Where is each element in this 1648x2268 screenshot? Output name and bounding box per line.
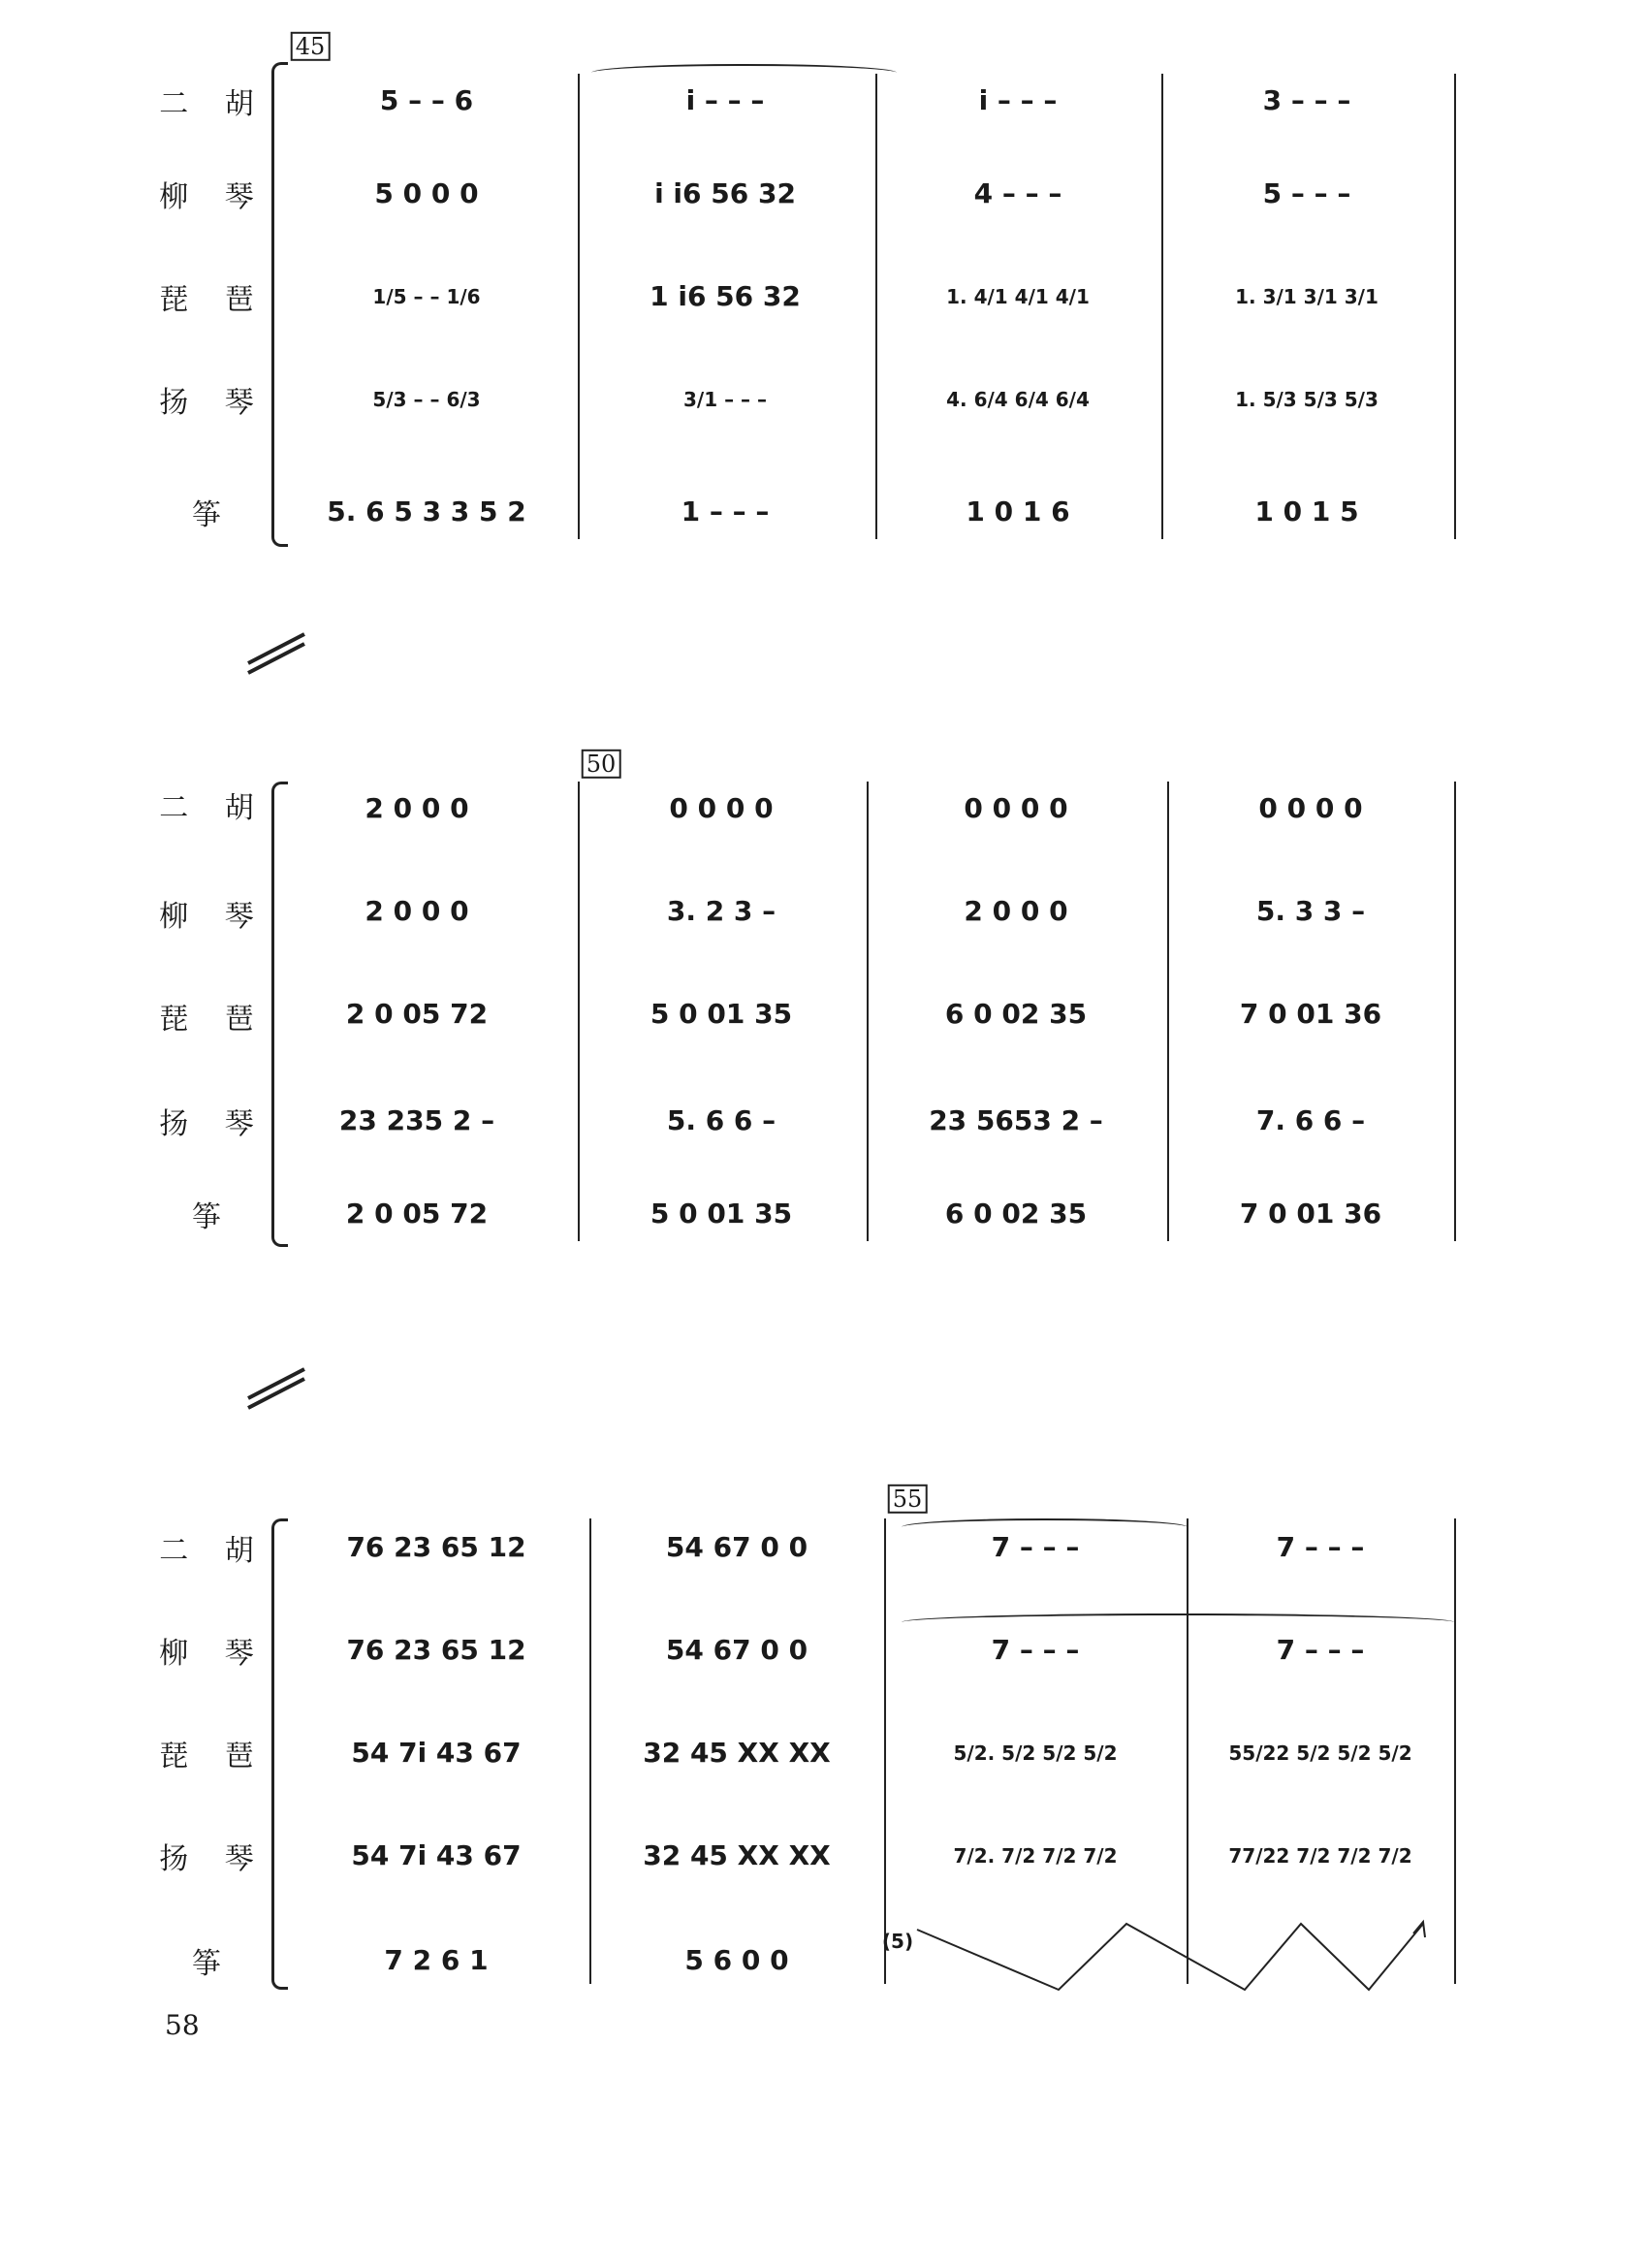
- measure-45-erhu: 5 – – 6: [379, 84, 474, 116]
- measure-55-yangqin: 7/2. 7/2 7/2 7/2: [953, 1844, 1118, 1868]
- measure-51-zheng: 6 0 02 35: [944, 1198, 1088, 1230]
- measure-53-erhu: 76 23 65 12: [346, 1531, 526, 1563]
- instrument-yangqin: 扬 琴: [159, 1107, 268, 1141]
- measure-49-liuqin: 2 0 0 0: [364, 895, 469, 927]
- measure-49-erhu: 2 0 0 0: [364, 792, 469, 824]
- barline: [589, 1518, 591, 1984]
- instrument-zheng: 筝: [192, 1947, 235, 1981]
- measure-48-liuqin: 5 – – –: [1262, 177, 1351, 209]
- measure-48-yangqin: 1. 5/3 5/3 5/3: [1235, 388, 1379, 411]
- measure-54-pipa: 32 45 XX XX: [643, 1737, 831, 1769]
- instrument-liuqin: 柳 琴: [159, 1637, 268, 1671]
- tie: [902, 1613, 1454, 1631]
- instrument-zheng: 筝: [192, 1200, 235, 1234]
- measure-46-erhu: i – – –: [685, 84, 765, 116]
- instrument-erhu: 二 胡: [159, 87, 268, 121]
- rehearsal-mark-55: 55: [888, 1485, 928, 1514]
- instrument-erhu: 二 胡: [159, 791, 268, 825]
- measure-46-yangqin: 3/1 – – –: [682, 388, 768, 411]
- measure-54-liuqin: 54 67 0 0: [665, 1634, 808, 1666]
- measure-54-erhu: 54 67 0 0: [665, 1531, 808, 1563]
- measure-53-zheng: 7 2 6 1: [384, 1944, 489, 1976]
- system-separator: [244, 1365, 312, 1414]
- instrument-zheng: 筝: [192, 498, 235, 532]
- measure-47-erhu: i – – –: [978, 84, 1058, 116]
- measure-54-zheng: 5 6 0 0: [684, 1944, 789, 1976]
- measure-48-pipa: 1. 3/1 3/1 3/1: [1235, 285, 1379, 308]
- measure-51-yangqin: 23 5653 2 –: [929, 1104, 1103, 1136]
- instrument-liuqin: 柳 琴: [159, 900, 268, 934]
- measure-55-pipa: 5/2. 5/2 5/2 5/2: [953, 1741, 1118, 1765]
- measure-48-erhu: 3 – – –: [1262, 84, 1351, 116]
- measure-45-yangqin: 5/3 – – 6/3: [372, 388, 481, 411]
- measure-46-zheng: 1 – – –: [681, 495, 770, 527]
- measure-45-pipa: 1/5 – – 1/6: [372, 285, 481, 308]
- measure-55-erhu: 7 – – –: [991, 1531, 1080, 1563]
- barline: [578, 782, 580, 1241]
- measure-54-yangqin: 32 45 XX XX: [643, 1839, 831, 1871]
- instrument-erhu: 二 胡: [159, 1534, 268, 1568]
- instrument-pipa: 琵 琶: [159, 1003, 268, 1037]
- measure-45-zheng: 5. 6 5 3 3 5 2: [327, 495, 526, 527]
- measure-46-liuqin: i i6 56 32: [654, 177, 796, 209]
- instrument-yangqin: 扬 琴: [159, 386, 268, 420]
- measure-47-liuqin: 4 – – –: [973, 177, 1062, 209]
- barline: [1454, 782, 1456, 1241]
- measure-51-liuqin: 2 0 0 0: [964, 895, 1068, 927]
- barline: [1454, 1518, 1456, 1984]
- measure-50-liuqin: 3. 2 3 –: [666, 895, 776, 927]
- measure-49-yangqin: 23 235 2 –: [338, 1104, 495, 1136]
- glissando-zigzag: [881, 1910, 1454, 1997]
- system-bracket: [271, 782, 288, 1247]
- barline: [1167, 782, 1169, 1241]
- measure-46-pipa: 1 i6 56 32: [650, 280, 801, 312]
- measure-50-pipa: 5 0 01 35: [650, 998, 793, 1030]
- instrument-yangqin: 扬 琴: [159, 1842, 268, 1876]
- measure-51-erhu: 0 0 0 0: [964, 792, 1068, 824]
- measure-48-zheng: 1 0 1 5: [1254, 495, 1359, 527]
- measure-50-zheng: 5 0 01 35: [650, 1198, 793, 1230]
- rehearsal-mark-45: 45: [291, 32, 331, 61]
- measure-53-pipa: 54 7i 43 67: [351, 1737, 522, 1769]
- measure-56-liuqin: 7 – – –: [1276, 1634, 1365, 1666]
- measure-52-liuqin: 5. 3 3 –: [1255, 895, 1366, 927]
- measure-52-pipa: 7 0 01 36: [1239, 998, 1382, 1030]
- measure-55-liuqin: 7 – – –: [991, 1634, 1080, 1666]
- measure-51-pipa: 6 0 02 35: [944, 998, 1088, 1030]
- measure-49-pipa: 2 0 05 72: [345, 998, 489, 1030]
- measure-53-yangqin: 54 7i 43 67: [351, 1839, 522, 1871]
- instrument-liuqin: 柳 琴: [159, 180, 268, 214]
- instrument-pipa: 琵 琶: [159, 283, 268, 317]
- measure-53-liuqin: 76 23 65 12: [346, 1634, 526, 1666]
- measure-52-zheng: 7 0 01 36: [1239, 1198, 1382, 1230]
- measure-50-erhu: 0 0 0 0: [669, 792, 774, 824]
- measure-56-yangqin: 77/22 7/2 7/2 7/2: [1228, 1844, 1412, 1868]
- measure-52-erhu: 0 0 0 0: [1258, 792, 1363, 824]
- page-number: 58: [165, 2009, 200, 2041]
- rehearsal-mark-50: 50: [582, 750, 621, 779]
- barline: [867, 782, 869, 1241]
- measure-45-liuqin: 5 0 0 0: [374, 177, 479, 209]
- system-separator: [244, 630, 312, 679]
- measure-47-yangqin: 4. 6/4 6/4 6/4: [946, 388, 1090, 411]
- instrument-pipa: 琵 琶: [159, 1740, 268, 1773]
- measure-52-yangqin: 7. 6 6 –: [1255, 1104, 1366, 1136]
- measure-55-zheng: (5): [881, 1930, 914, 1953]
- measure-50-yangqin: 5. 6 6 –: [666, 1104, 776, 1136]
- measure-49-zheng: 2 0 05 72: [345, 1198, 489, 1230]
- system-bracket: [271, 1518, 288, 1990]
- measure-47-zheng: 1 0 1 6: [966, 495, 1070, 527]
- measure-47-pipa: 1. 4/1 4/1 4/1: [946, 285, 1090, 308]
- measure-56-erhu: 7 – – –: [1276, 1531, 1365, 1563]
- measure-56-pipa: 55/22 5/2 5/2 5/2: [1228, 1741, 1412, 1765]
